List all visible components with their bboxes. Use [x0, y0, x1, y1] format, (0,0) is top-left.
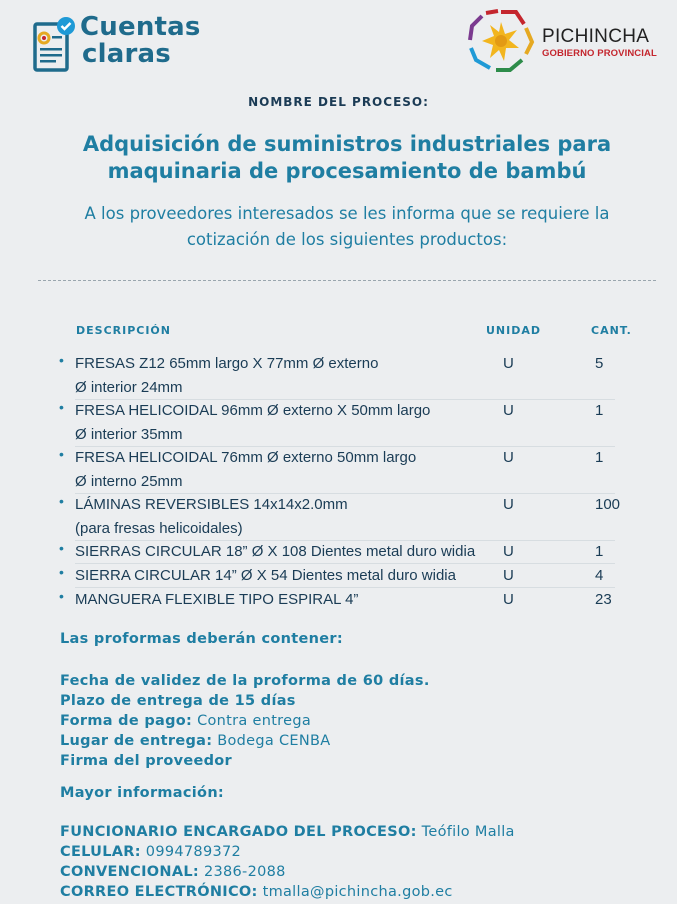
header-description: DESCRIPCIÓN [76, 324, 171, 337]
title-line-1: Adquisición de suministros industriales para [82, 132, 612, 156]
contact-official-value: Teófilo Malla [421, 824, 515, 840]
row-unit: U [503, 567, 514, 584]
row-description-line-1: MANGUERA FLEXIBLE TIPO ESPIRAL 4” [75, 591, 359, 608]
document-check-icon [32, 16, 76, 74]
row-description [75, 446, 505, 493]
req-validity: Fecha de validez de la proforma de 60 días. [60, 673, 430, 689]
row-unit: U [503, 496, 514, 513]
brand-text [80, 14, 201, 68]
bullet-icon: • [59, 564, 64, 580]
row-description-line-2: Ø interior 35mm [75, 425, 183, 443]
contact-title [60, 783, 224, 803]
bullet-icon: • [59, 540, 64, 556]
row-description-line-1: LÁMINAS REVERSIBLES 14x14x2.0mm [75, 496, 348, 513]
row-quantity: 1 [595, 449, 604, 466]
page-title [0, 131, 677, 185]
row-description [75, 540, 505, 564]
row-quantity: 100 [595, 496, 621, 513]
row-description [75, 564, 505, 588]
row-description-line-1: FRESA HELICOIDAL 76mm Ø externo 50mm largo [75, 449, 417, 466]
row-unit: U [503, 355, 514, 372]
row-description [75, 352, 505, 399]
row-quantity: 23 [595, 591, 612, 608]
row-quantity: 4 [595, 567, 604, 584]
intro-text [0, 201, 677, 253]
row-description [75, 588, 505, 612]
intro-line-2: cotización de los siguientes productos: [186, 230, 508, 249]
contact-phone-label: CONVENCIONAL: [60, 864, 200, 880]
req-place-label: Lugar de entrega: [60, 733, 213, 749]
contact-official-label: FUNCIONARIO ENCARGADO DEL PROCESO: [60, 824, 417, 840]
header-quantity: CANT. [591, 324, 632, 337]
row-unit: U [503, 402, 514, 419]
intro-line-1: A los proveedores interesados se les informa que se requiere la [84, 204, 610, 223]
bullet-icon: • [59, 493, 64, 509]
req-place-value: Bodega CENBA [217, 733, 331, 749]
row-unit: U [503, 543, 514, 560]
row-description-line-2: Ø interior 24mm [75, 378, 183, 396]
row-description-line-2: Ø interno 25mm [75, 472, 183, 490]
brand-line-1: Cuentas [80, 12, 201, 42]
row-quantity: 1 [595, 402, 604, 419]
contact-email-link[interactable]: tmalla@pichincha.gob.ec [262, 884, 453, 900]
process-label: NOMBRE DEL PROCESO: [248, 95, 429, 109]
contact-phone-value: 2386-2088 [203, 864, 286, 880]
row-description-line-1: FRESA HELICOIDAL 96mm Ø externo X 50mm largo [75, 402, 431, 419]
row-quantity: 1 [595, 543, 604, 560]
contact-email-label: CORREO ELECTRÓNICO: [60, 884, 258, 900]
sun-emblem-icon [466, 8, 536, 74]
row-unit: U [503, 591, 514, 608]
bullet-icon: • [59, 399, 64, 415]
dashed-divider [38, 280, 656, 281]
contact-list [60, 822, 515, 902]
row-description-line-2: (para fresas helicoidales) [75, 519, 243, 537]
row-description-line-1: FRESAS Z12 65mm largo X 77mm Ø externo [75, 355, 379, 372]
requirements-list [60, 671, 430, 771]
title-line-2: maquinaria de procesamiento de bambú [107, 159, 587, 183]
bullet-icon: • [59, 446, 64, 462]
bullet-icon: • [59, 352, 64, 368]
contact-cell-label: CELULAR: [60, 844, 141, 860]
row-unit: U [503, 449, 514, 466]
gov-name: PICHINCHA [542, 26, 650, 47]
row-description-line-1: SIERRA CIRCULAR 14” Ø X 54 Dientes metal duro widia [75, 567, 456, 584]
req-signature: Firma del proveedor [60, 753, 233, 769]
row-description [75, 493, 505, 540]
req-payment-value: Contra entrega [197, 713, 312, 729]
req-payment-label: Forma de pago: [60, 713, 193, 729]
header-unit: UNIDAD [486, 324, 542, 337]
row-description-line-1: SIERRAS CIRCULAR 18” Ø X 108 Dientes metal duro widia [75, 543, 476, 560]
contact-cell-value: 0994789372 [145, 844, 242, 860]
cuentas-claras-logo [32, 14, 212, 74]
gov-subtitle: GOBIERNO PROVINCIAL [542, 48, 657, 59]
pichincha-logo [466, 8, 666, 74]
bullet-icon: • [59, 588, 64, 604]
requirements-title: Las proformas deberán contener: [60, 631, 343, 647]
req-delivery-term: Plazo de entrega de 15 días [60, 693, 296, 709]
row-description [75, 399, 505, 446]
brand-line-2: claras [82, 39, 171, 69]
contact-title-text: Mayor información: [60, 785, 225, 801]
row-quantity: 5 [595, 355, 604, 372]
